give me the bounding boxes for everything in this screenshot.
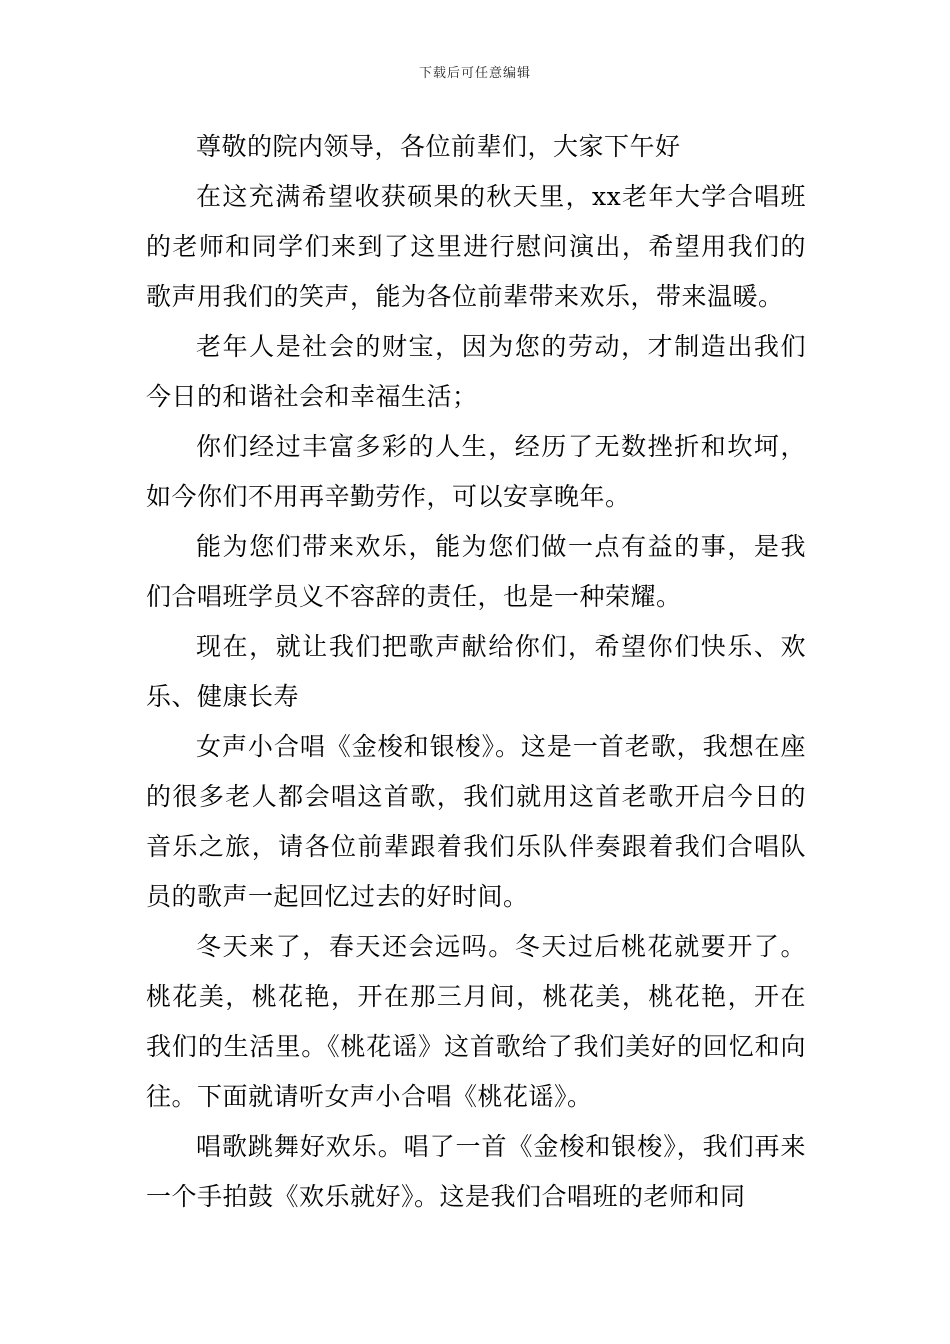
paragraph-elders-treasure: 老年人是社会的财宝，因为您的劳动，才制造出我们今日的和谐社会和幸福生活；	[146, 332, 806, 411]
paragraph-hand-drum: 唱歌跳舞好欢乐。唱了一首《金梭和银梭》，我们再来一个手拍鼓《欢乐就好》。这是我们合唱班的老师和同	[146, 1132, 806, 1211]
document-body	[146, 122, 806, 1222]
paragraph-dedication: 现在，就让我们把歌声献给你们，希望你们快乐、欢乐、健康长寿	[146, 632, 806, 711]
paragraph-greeting: 尊敬的院内领导，各位前辈们，大家下午好	[196, 132, 681, 161]
paragraph-life-experience: 你们经过丰富多彩的人生，经历了无数挫折和坎坷，如今你们不用再辛勤劳作，可以安享晚年。	[146, 432, 806, 511]
paragraph-intro: 在这充满希望收获硕果的秋天里，xx老年大学合唱班的老师和同学们来到了这里进行慰问演出，希望用我们的歌声用我们的笑声，能为各位前辈带来欢乐，带来温暖。	[146, 182, 806, 311]
paragraph-song-golden-shuttle: 女声小合唱《金梭和银梭》。这是一首老歌，我想在座的很多老人都会唱这首歌，我们就用这首老歌开启今日的音乐之旅，请各位前辈跟着我们乐队伴奏跟着我们合唱队员的歌声一起回忆过去的好时间。	[146, 732, 806, 911]
paragraph-song-peach-blossom: 冬天来了，春天还会远吗。冬天过后桃花就要开了。桃花美，桃花艳，开在那三月间，桃花美，桃花艳，开在我们的生活里。《桃花谣》这首歌给了我们美好的回忆和向往。下面就请听女声小合唱《桃花谣》。	[146, 932, 806, 1111]
paragraph-responsibility: 能为您们带来欢乐，能为您们做一点有益的事，是我们合唱班学员义不容辞的责任，也是一种荣耀。	[146, 532, 806, 611]
header-note: 下载后可任意编辑	[418, 66, 531, 81]
